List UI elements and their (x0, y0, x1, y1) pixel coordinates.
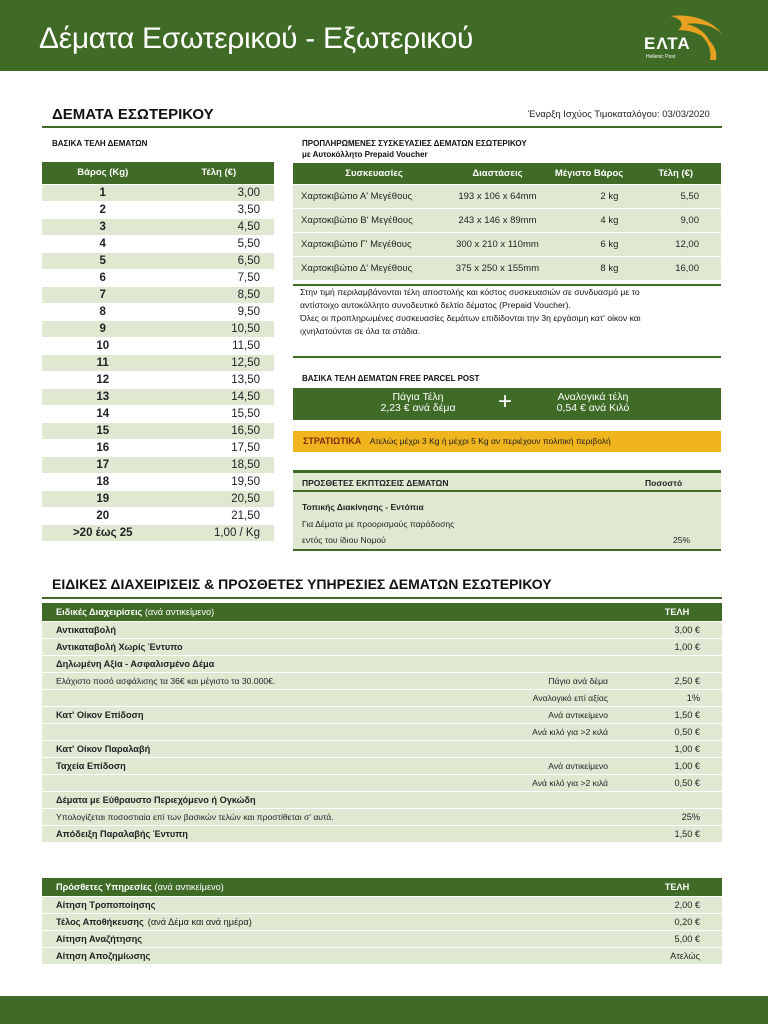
fee-cell: 18,50 (164, 456, 274, 473)
fee-cell: 17,50 (164, 439, 274, 456)
fee-cell: 5,50 (630, 184, 721, 208)
table-row (293, 184, 721, 208)
logo-text: ΕΛΤΑ (644, 34, 691, 53)
service-fee: 5,00 € (632, 930, 722, 947)
table-row (42, 913, 722, 930)
package-cell: Χαρτοκιβώτιο Γ' Μεγέθους (293, 232, 447, 256)
special-header-label: Ειδικές Διαχειρίσεις (56, 606, 143, 617)
weight-cell: 11 (42, 354, 164, 371)
service-label: Τέλος Αποθήκευσης (56, 916, 144, 927)
table-row (42, 757, 722, 774)
service-label (42, 723, 482, 740)
weight-cell: 4 (42, 235, 164, 252)
weight-cell: 10 (42, 337, 164, 354)
table-row (42, 201, 274, 218)
weight-cell: 4 kg (548, 208, 631, 232)
weight-cell: 16 (42, 439, 164, 456)
table-row (42, 524, 274, 541)
col-weight: Βάρος (Kg) (42, 162, 164, 184)
service-fee: 1% (632, 689, 722, 706)
service-label: Αντικαταβολή Χωρίς Έντυπο (42, 638, 482, 655)
discounts-line2: εντός του ίδιου Νομού (302, 535, 386, 545)
extra-header-label: Πρόσθετες Υπηρεσίες (56, 881, 152, 892)
plus-icon: + (498, 388, 513, 415)
service-fee: 0,20 € (632, 913, 722, 930)
special-header-col: ΤΕΛΗ (632, 603, 722, 621)
table-row (293, 208, 721, 232)
table-row (42, 456, 274, 473)
service-label: Απόδειξη Παραλαβής Έντυπη (42, 825, 482, 842)
table-row (42, 638, 722, 655)
service-detail: Ανά κιλό για >2 κιλά (482, 774, 633, 791)
table-row (42, 218, 274, 235)
table-row (42, 774, 722, 791)
col-dimensions: Διαστάσεις (447, 163, 548, 184)
weight-cell: 17 (42, 456, 164, 473)
domestic-title: ΔΕΜΑΤΑ ΕΣΩΤΕΡΙΚΟΥ (52, 106, 214, 123)
table-row (42, 490, 274, 507)
fee-cell: 3,00 (164, 184, 274, 201)
weight-cell: 14 (42, 405, 164, 422)
service-fee: 0,50 € (632, 774, 722, 791)
prepaid-note: Στην τιμή περιλαμβάνονται τέλη αποστολής και κόστος συσκευασιών σε συνδυασμό με το αντίστοιχο αυτοκόλλητο συνοδευτικό δελτίο δέματος (Prepaid Voucher). Όλες οι προπληρωμένες συσκευασίες δεμάτων επιδίδονται την 3η εργάσιμη κατ' οίκον και ιχνηλατούνται σε όλα τα στάδια. (300, 287, 641, 336)
service-fee: 3,00 € (632, 621, 722, 638)
fee-cell: 4,50 (164, 218, 274, 235)
extra-header-col: ΤΕΛΗ (632, 878, 722, 896)
service-label: Υπολογίζεται ποσοστιαία επί των βασικών τελών και προστίθεται σ' αυτά. (42, 808, 482, 825)
service-fee (632, 791, 722, 808)
service-detail (482, 825, 633, 842)
divider (42, 126, 722, 128)
dimension-cell: 300 x 210 x 110mm (447, 232, 548, 256)
weight-cell: 13 (42, 388, 164, 405)
discounts-line1: Για Δέματα με προορισμούς παράδοσης (302, 519, 455, 529)
table-row (42, 320, 274, 337)
fixed-label: Πάγια Τέλη (392, 391, 444, 403)
fee-cell: 16,50 (164, 422, 274, 439)
table-row (42, 808, 722, 825)
table-row (293, 232, 721, 256)
discounts-box (293, 470, 721, 551)
page-title: Δέματα Εσωτερικού - Εξωτερικού (39, 22, 474, 55)
table-row (42, 303, 274, 320)
effective-date: Έναρξη Ισχύος Τιμοκαταλόγου: 03/03/2020 (528, 109, 710, 120)
service-fee: 25% (632, 808, 722, 825)
service-label: Ταχεία Επίδοση (42, 757, 482, 774)
weight-cell: 1 (42, 184, 164, 201)
col-fees: Τέλη (€) (630, 163, 721, 184)
table-row (42, 354, 274, 371)
weight-cell: 12 (42, 371, 164, 388)
weight-cell: 8 kg (548, 256, 631, 280)
service-detail (482, 808, 633, 825)
service-fee: 1,50 € (632, 706, 722, 723)
basic-fees-caption: ΒΑΣΙΚΑ ΤΕΛΗ ΔΕΜΑΤΩΝ (52, 139, 148, 148)
table-row (42, 422, 274, 439)
table-row (42, 621, 722, 638)
service-label: Αντικαταβολή (42, 621, 482, 638)
weight-cell: 2 kg (548, 184, 631, 208)
proportional-value: 0,54 € ανά Κιλό (556, 402, 630, 414)
fee-cell: 15,50 (164, 405, 274, 422)
table-row (42, 947, 722, 964)
table-row (42, 388, 274, 405)
service-fee: 0,50 € (632, 723, 722, 740)
discounts-title: ΠΡΟΣΘΕΤΕΣ ΕΚΠΤΩΣΕΙΣ ΔΕΜΑΤΩΝ (302, 478, 449, 488)
basic-fees-table (42, 162, 274, 542)
fixed-value: 2,23 € ανά δέμα (380, 402, 456, 414)
special-table (42, 603, 722, 843)
fee-cell: 1,00 / Kg (164, 524, 274, 541)
service-label (42, 689, 482, 706)
table-row (42, 825, 722, 842)
service-fee: 1,00 € (632, 740, 722, 757)
fee-cell: 7,50 (164, 269, 274, 286)
discounts-value: 25% (673, 535, 691, 545)
service-detail: Αναλογικό επί αξίας (482, 689, 633, 706)
service-label: Αίτηση Τροποποίησης (56, 899, 156, 910)
service-cell (42, 947, 632, 964)
logo-subtext: Hellenic Post (646, 54, 676, 60)
service-detail: Πάγιο ανά δέμα (482, 672, 633, 689)
dimension-cell: 375 x 250 x 155mm (447, 256, 548, 280)
fee-cell: 5,50 (164, 235, 274, 252)
table-row (42, 655, 722, 672)
weight-cell: 8 (42, 303, 164, 320)
service-detail (482, 638, 633, 655)
dimension-cell: 193 x 106 x 64mm (447, 184, 548, 208)
service-detail: Ανά αντικείμενο (482, 706, 633, 723)
table-row (42, 439, 274, 456)
table-row (42, 896, 722, 913)
prepaid-table (293, 163, 721, 281)
service-detail (482, 621, 633, 638)
table-row (42, 235, 274, 252)
page-header (0, 0, 768, 71)
prepaid-caption: ΠΡΟΠΛΗΡΩΜΕΝΕΣ ΣΥΣΚΕΥΑΣΙΕΣ ΔΕΜΑΤΩΝ ΕΣΩΤΕΡΙΚΟΥ (302, 139, 527, 148)
service-detail (482, 655, 633, 672)
service-fee: 2,00 € (632, 896, 722, 913)
weight-cell: 2 (42, 201, 164, 218)
weight-cell: 5 (42, 252, 164, 269)
weight-cell: 20 (42, 507, 164, 524)
fee-cell: 20,50 (164, 490, 274, 507)
weight-cell: 19 (42, 490, 164, 507)
table-row (42, 507, 274, 524)
weight-cell: 6 (42, 269, 164, 286)
col-package: Συσκευασίες (293, 163, 447, 184)
package-cell: Χαρτοκιβώτιο Α' Μεγέθους (293, 184, 447, 208)
table-row (42, 337, 274, 354)
service-detail: Ανά κιλό για >2 κιλά (482, 723, 633, 740)
service-label: Δέματα με Εύθραυστο Περιεχόμενο ή Ογκώδη (42, 791, 482, 808)
military-text: Ατελώς μέχρι 3 Kg ή μέχρι 5 Kg αν περιέχουν πολιτική περιβολή (369, 436, 611, 446)
service-label: Αίτηση Αναζήτησης (56, 933, 143, 944)
dimension-cell: 243 x 146 x 89mm (447, 208, 548, 232)
service-fee (632, 655, 722, 672)
weight-cell: 7 (42, 286, 164, 303)
service-fee: 1,00 € (632, 757, 722, 774)
fee-cell: 11,50 (164, 337, 274, 354)
weight-cell: 3 (42, 218, 164, 235)
table-row (42, 269, 274, 286)
proportional-label: Αναλογικά τέλη (557, 391, 629, 403)
service-label: Αίτηση Αποζημίωσης (56, 950, 151, 961)
weight-cell: 9 (42, 320, 164, 337)
divider (293, 356, 721, 358)
fee-cell: 8,50 (164, 286, 274, 303)
col-fee: Τέλη (€) (164, 162, 274, 184)
col-max-weight: Μέγιστο Βάρος (548, 163, 631, 184)
service-label (42, 774, 482, 791)
table-row (293, 256, 721, 280)
weight-cell: 18 (42, 473, 164, 490)
service-cell (42, 896, 632, 913)
service-fee: 2,50 € (632, 672, 722, 689)
weight-cell: 6 kg (548, 232, 631, 256)
military-label: ΣΤΡΑΤΙΩΤΙΚΑ (303, 436, 362, 446)
service-detail (482, 740, 633, 757)
service-detail: Ανά αντικείμενο (482, 757, 633, 774)
table-row (42, 184, 274, 201)
package-cell: Χαρτοκιβώτιο Δ' Μεγέθους (293, 256, 447, 280)
table-row (42, 473, 274, 490)
free-post-caption: ΒΑΣΙΚΑ ΤΕΛΗ ΔΕΜΑΤΩΝ FREE PARCEL POST (302, 374, 480, 383)
fee-cell: 9,50 (164, 303, 274, 320)
table-row (42, 791, 722, 808)
package-cell: Χαρτοκιβώτιο Β' Μεγέθους (293, 208, 447, 232)
service-cell (42, 930, 632, 947)
extra-table (42, 878, 722, 965)
table-row (42, 371, 274, 388)
fee-cell: 16,00 (630, 256, 721, 280)
service-note: (ανά Δέμα και ανά ημέρα) (147, 916, 252, 927)
discounts-col: Ποσοστό (645, 478, 683, 488)
table-row (42, 252, 274, 269)
weight-cell: >20 έως 25 (42, 524, 164, 541)
service-fee: 1,00 € (632, 638, 722, 655)
divider (42, 597, 722, 599)
free-post-box (293, 388, 721, 420)
discounts-subtitle: Τοπικής Διακίνησης - Εντόπια (302, 502, 424, 512)
table-row (42, 740, 722, 757)
service-detail (482, 791, 633, 808)
table-row (42, 689, 722, 706)
fee-cell: 10,50 (164, 320, 274, 337)
fee-cell: 21,50 (164, 507, 274, 524)
table-row (42, 286, 274, 303)
service-label: Ελάχιστο ποσό ασφάλισης τα 36€ και μέγιστο τα 30.000€. (42, 672, 482, 689)
page-footer (0, 996, 768, 1024)
fee-cell: 12,00 (630, 232, 721, 256)
service-label: Κατ' Οίκον Επίδοση (42, 706, 482, 723)
fee-cell: 6,50 (164, 252, 274, 269)
fee-cell: 14,50 (164, 388, 274, 405)
special-header-note: (ανά αντικείμενο) (144, 606, 215, 617)
extra-header-note: (ανά αντικείμενο) (154, 881, 224, 892)
military-banner (293, 431, 721, 452)
fee-cell: 9,00 (630, 208, 721, 232)
service-fee: 1,50 € (632, 825, 722, 842)
prepaid-subcaption: με Αυτοκόλλητο Prepaid Voucher (302, 150, 428, 159)
service-cell (42, 913, 632, 930)
special-title: ΕΙΔΙΚΕΣ ΔΙΑΧΕΙΡΙΣΕΙΣ & ΠΡΟΣΘΕΤΕΣ ΥΠΗΡΕΣΙΕΣ ΔΕΜΑΤΩΝ ΕΣΩΤΕΡΙΚΟΥ (52, 576, 552, 592)
fee-cell: 13,50 (164, 371, 274, 388)
table-row (42, 706, 722, 723)
weight-cell: 15 (42, 422, 164, 439)
service-label: Δηλωμένη Αξία - Ασφαλισμένο Δέμα (42, 655, 482, 672)
fee-cell: 19,50 (164, 473, 274, 490)
fee-cell: 12,50 (164, 354, 274, 371)
table-row (42, 672, 722, 689)
table-row (42, 930, 722, 947)
table-row (42, 405, 274, 422)
table-row (42, 723, 722, 740)
elta-logo (640, 14, 728, 64)
service-fee: Ατελώς (632, 947, 722, 964)
service-label: Κατ' Οίκον Παραλαβή (42, 740, 482, 757)
fee-cell: 3,50 (164, 201, 274, 218)
